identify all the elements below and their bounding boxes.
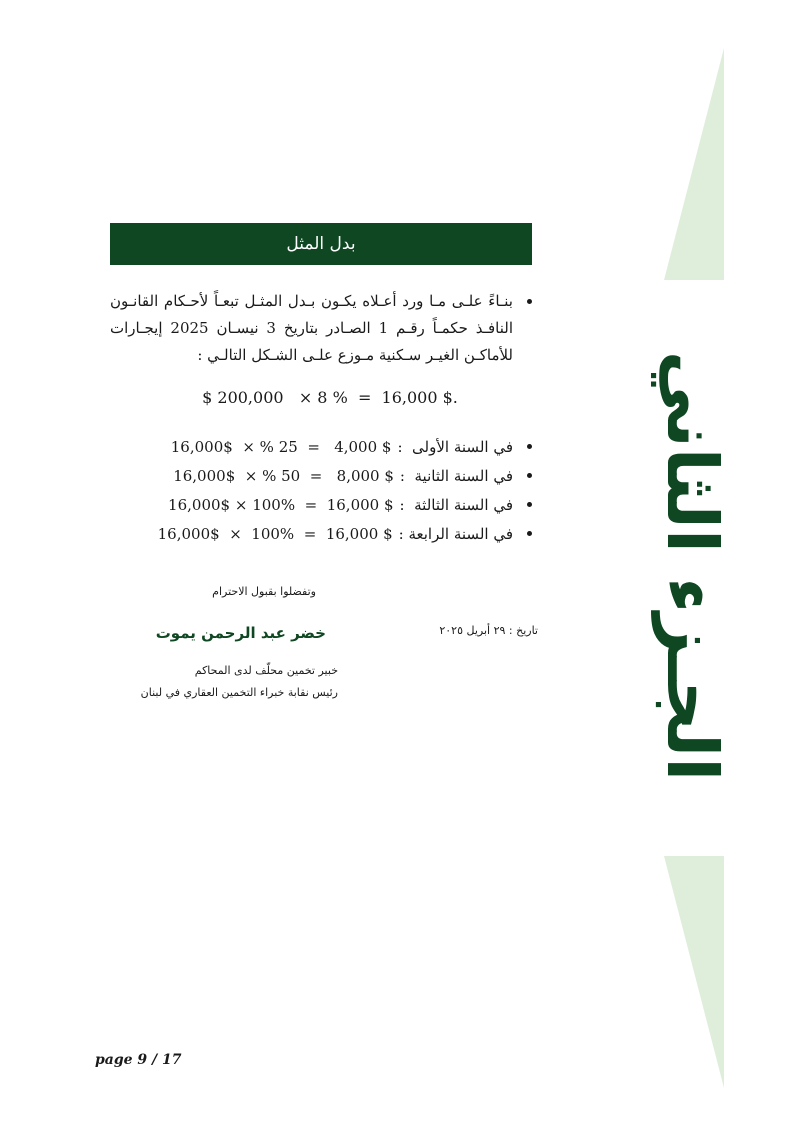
signatory-roles xyxy=(110,660,338,704)
rent-formula: $ 200,000 × 8 % = 16,000 $. xyxy=(202,388,458,407)
yearly-breakdown-list xyxy=(110,432,532,548)
section-header xyxy=(110,223,532,265)
year-label: في السنة الأولى : xyxy=(397,437,513,456)
list-item xyxy=(110,490,532,519)
document-date: تاريخ : ٢٩ أبريل ٢٠٢٥ xyxy=(439,624,538,637)
year-label: في السنة الرابعة : xyxy=(398,524,513,543)
bullet-icon xyxy=(527,299,532,304)
intro-text: بنـاءً علـى مـا ورد أعـلاه يكـون بـدل المثـل تبعـاً لأحـكام القانـون النافـذ حكمـاً رقـم 1 الصـادر بتاريخ 3 نيسـان 2025 إيجـارات للأماكـن الغيـر سـكنية مـوزع علـى الشـكل التالـي : xyxy=(110,292,513,364)
bullet-icon xyxy=(527,531,532,536)
section-header-text: بدل المثل xyxy=(286,234,356,254)
decorative-triangle-top xyxy=(664,48,724,280)
list-item xyxy=(110,432,532,461)
year-calculation: $ 4,000 = 25 % × 16,000$ xyxy=(170,437,392,456)
list-item xyxy=(110,519,532,548)
list-item xyxy=(110,461,532,490)
signatory-role: خبير تخمين محلّف لدى المحاكم xyxy=(194,664,338,677)
intro-paragraph xyxy=(110,288,532,369)
bullet-icon xyxy=(527,473,532,478)
bullet-icon xyxy=(527,502,532,507)
signatory-role: رئيس نقابة خبراء التخمين العقاري في لبنان xyxy=(140,686,338,699)
year-label: في السنة الثالثة : xyxy=(399,495,513,514)
page-number: page 9 / 17 xyxy=(95,1052,182,1068)
year-label: في السنة الثانية : xyxy=(399,466,513,485)
signatory-name: خضر عبد الرحمن يموت xyxy=(155,624,326,642)
bullet-icon xyxy=(527,444,532,449)
year-calculation: $ 8,000 = 50 % × 16,000$ xyxy=(173,466,394,485)
year-calculation: $ 16,000 = 100% × 16,000$ xyxy=(168,495,394,514)
side-part-title: الجـزء الثاني xyxy=(651,350,733,782)
decorative-triangle-bottom xyxy=(664,856,724,1088)
closing-line: وتفضلوا بقبول الاحترام xyxy=(212,585,316,598)
year-calculation: $ 16,000 = 100% × 16,000$ xyxy=(157,524,393,543)
